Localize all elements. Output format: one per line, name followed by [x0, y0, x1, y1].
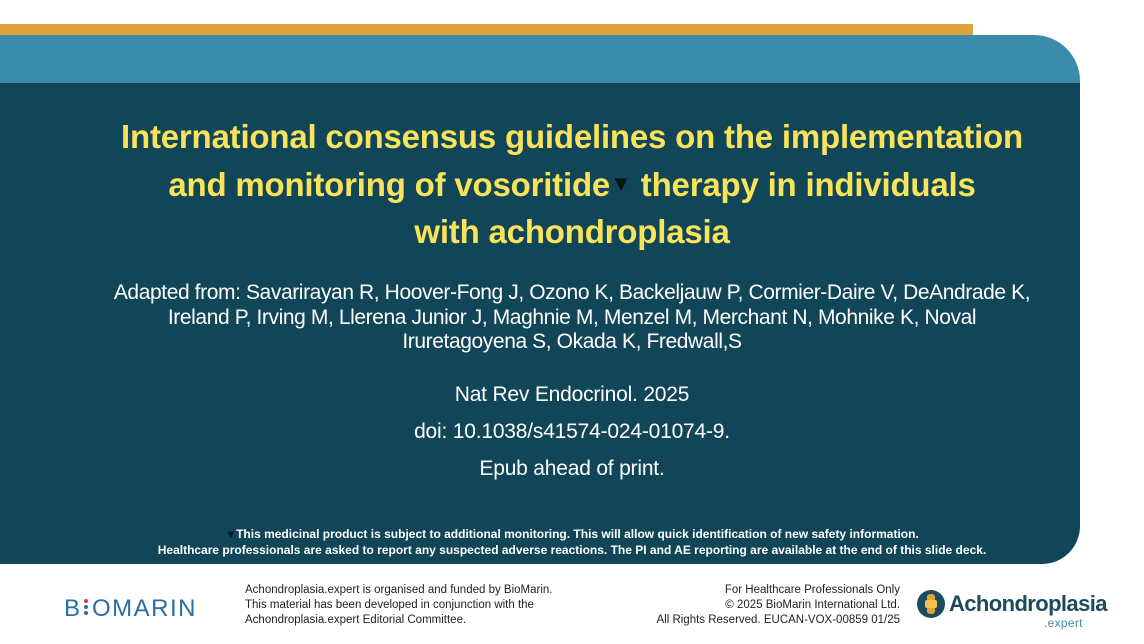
slide-title — [60, 113, 1084, 255]
title-line-3: with achondroplasia — [414, 213, 730, 250]
accent-gold-bar — [0, 24, 973, 35]
biomarin-logo-svg — [64, 592, 234, 622]
monitoring-notice-line-1 — [0, 526, 1144, 543]
title-line-2b: therapy in individuals — [631, 166, 976, 203]
title-line-2a: and monitoring of vosoritide — [168, 166, 611, 203]
journal-citation: Nat Rev Endocrinol. 2025 — [454, 383, 690, 406]
legal-line-2: © 2025 BioMarin International Ltd. — [725, 599, 900, 611]
author-list — [30, 281, 1114, 355]
black-triangle-icon: ▼ — [610, 171, 632, 196]
black-triangle-icon: ▼ — [225, 529, 237, 541]
svg-text:B: B — [64, 595, 82, 622]
achondroplasia-logo-text: Achondroplasia — [949, 591, 1107, 616]
sponsor-statement — [245, 583, 615, 628]
monitoring-notice-line-2: Healthcare professionals are asked to report any suspected adverse reactions. The PI and AE reporting are available at the end of this slide deck. — [157, 543, 987, 557]
title-line-1: International consensus guidelines on the implementation — [121, 118, 1023, 155]
sponsor-line-3: Achondroplasia.expert Editorial Committee. — [245, 614, 467, 626]
doi-citation: doi: 10.1038/s41574-024-01074-9. — [414, 420, 730, 443]
authors-line-1: Adapted from: Savarirayan R, Hoover-Fong J, Ozono K, Backeljauw P, Cormier-Daire V, DeAndrade K, — [113, 281, 1031, 304]
authors-line-2: Ireland P, Irving M, Llerena Junior J, Maghnie M, Menzel M, Merchant N, Mohnike K, Noval — [167, 305, 977, 329]
sponsor-line-1: Achondroplasia.expert is organised and funded by BioMarin. — [245, 584, 553, 596]
biomarin-logo — [64, 592, 234, 622]
authors-line-3: Iruretagoyena S, Okada K, Fredwall,S — [402, 330, 742, 353]
achondroplasia-icon — [916, 589, 946, 619]
legal-statement — [590, 583, 900, 628]
svg-text:OMARIN: OMARIN — [92, 595, 197, 622]
sponsor-line-2: This material has been developed in conjunction with the — [245, 599, 534, 611]
notice-text-1: This medicinal product is subject to additional monitoring. This will allow quick identification of new safety information. — [236, 527, 919, 541]
publication-status: Epub ahead of print. — [479, 457, 665, 480]
expert-logo-text: .expert — [1044, 616, 1083, 630]
header-blue-band — [0, 35, 1080, 83]
title-line-2 — [60, 160, 1084, 208]
biomarin-i-mark — [84, 599, 88, 615]
legal-line-1: For Healthcare Professionals Only — [724, 584, 900, 596]
legal-line-3: All Rights Reserved. EUCAN-VOX-00859 01/25 — [656, 614, 900, 626]
achondroplasia-expert-logo — [916, 589, 1107, 633]
